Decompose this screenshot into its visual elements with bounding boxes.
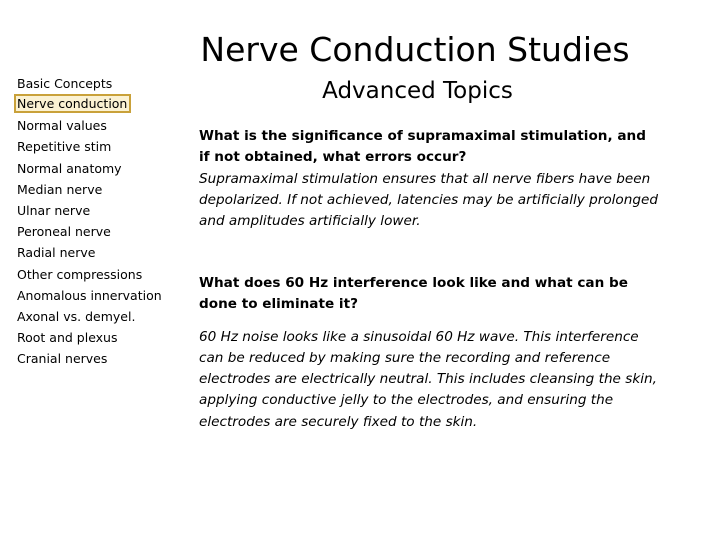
page-subtitle: Advanced Topics bbox=[322, 78, 513, 104]
sidebar-item-root-and-plexus[interactable]: Root and plexus bbox=[17, 330, 118, 346]
sidebar-item-normal-values[interactable]: Normal values bbox=[17, 118, 107, 134]
sidebar-item-nerve-conduction[interactable]: Nerve conduction bbox=[14, 94, 131, 113]
sidebar-item-radial-nerve[interactable]: Radial nerve bbox=[17, 245, 96, 261]
sidebar-item-repetitive-stim[interactable]: Repetitive stim bbox=[17, 139, 112, 155]
sidebar-item-anomalous-innervation[interactable]: Anomalous innervation bbox=[17, 287, 162, 303]
question-text: What is the significance of supramaximal stimulation, and if not obtained, what errors occur? bbox=[199, 128, 646, 166]
sidebar-item-axonal-vs-demyel[interactable]: Axonal vs. demyel. bbox=[17, 308, 136, 324]
answer-text: 60 Hz noise looks like a sinusoidal 60 Hz wave. This interference can be reduced by making sure the recording and reference electrodes are electrically neutral. This includes cleansing the skin, applying conductive jelly to the electrodes, and ensuring the electrodes are securely fixed to the skin. bbox=[199, 328, 657, 430]
sidebar-nav bbox=[14, 73, 184, 369]
sidebar-item-basic-concepts[interactable]: Basic Concepts bbox=[17, 76, 113, 91]
sidebar-item-peroneal-nerve[interactable]: Peroneal nerve bbox=[17, 224, 111, 240]
sidebar-item-cranial-nerves[interactable]: Cranial nerves bbox=[17, 351, 108, 367]
sidebar-item-normal-anatomy[interactable]: Normal anatomy bbox=[17, 160, 122, 176]
sidebar-item-other-compressions[interactable]: Other compressions bbox=[17, 266, 143, 282]
sidebar-item-ulnar-nerve[interactable]: Ulnar nerve bbox=[17, 202, 91, 218]
page-title: Nerve Conduction Studies bbox=[200, 30, 630, 69]
sidebar-item-median-nerve[interactable]: Median nerve bbox=[17, 181, 103, 197]
qa-block-supramaximal bbox=[199, 126, 659, 232]
qa-block-60hz bbox=[199, 273, 659, 433]
answer-text: Supramaximal stimulation ensures that all nerve fibers have been depolarized. If not achieved, latencies may be artificially prolonged and amplitudes artificially lower. bbox=[199, 170, 658, 230]
question-text: What does 60 Hz interference look like and what can be done to eliminate it? bbox=[199, 275, 628, 313]
